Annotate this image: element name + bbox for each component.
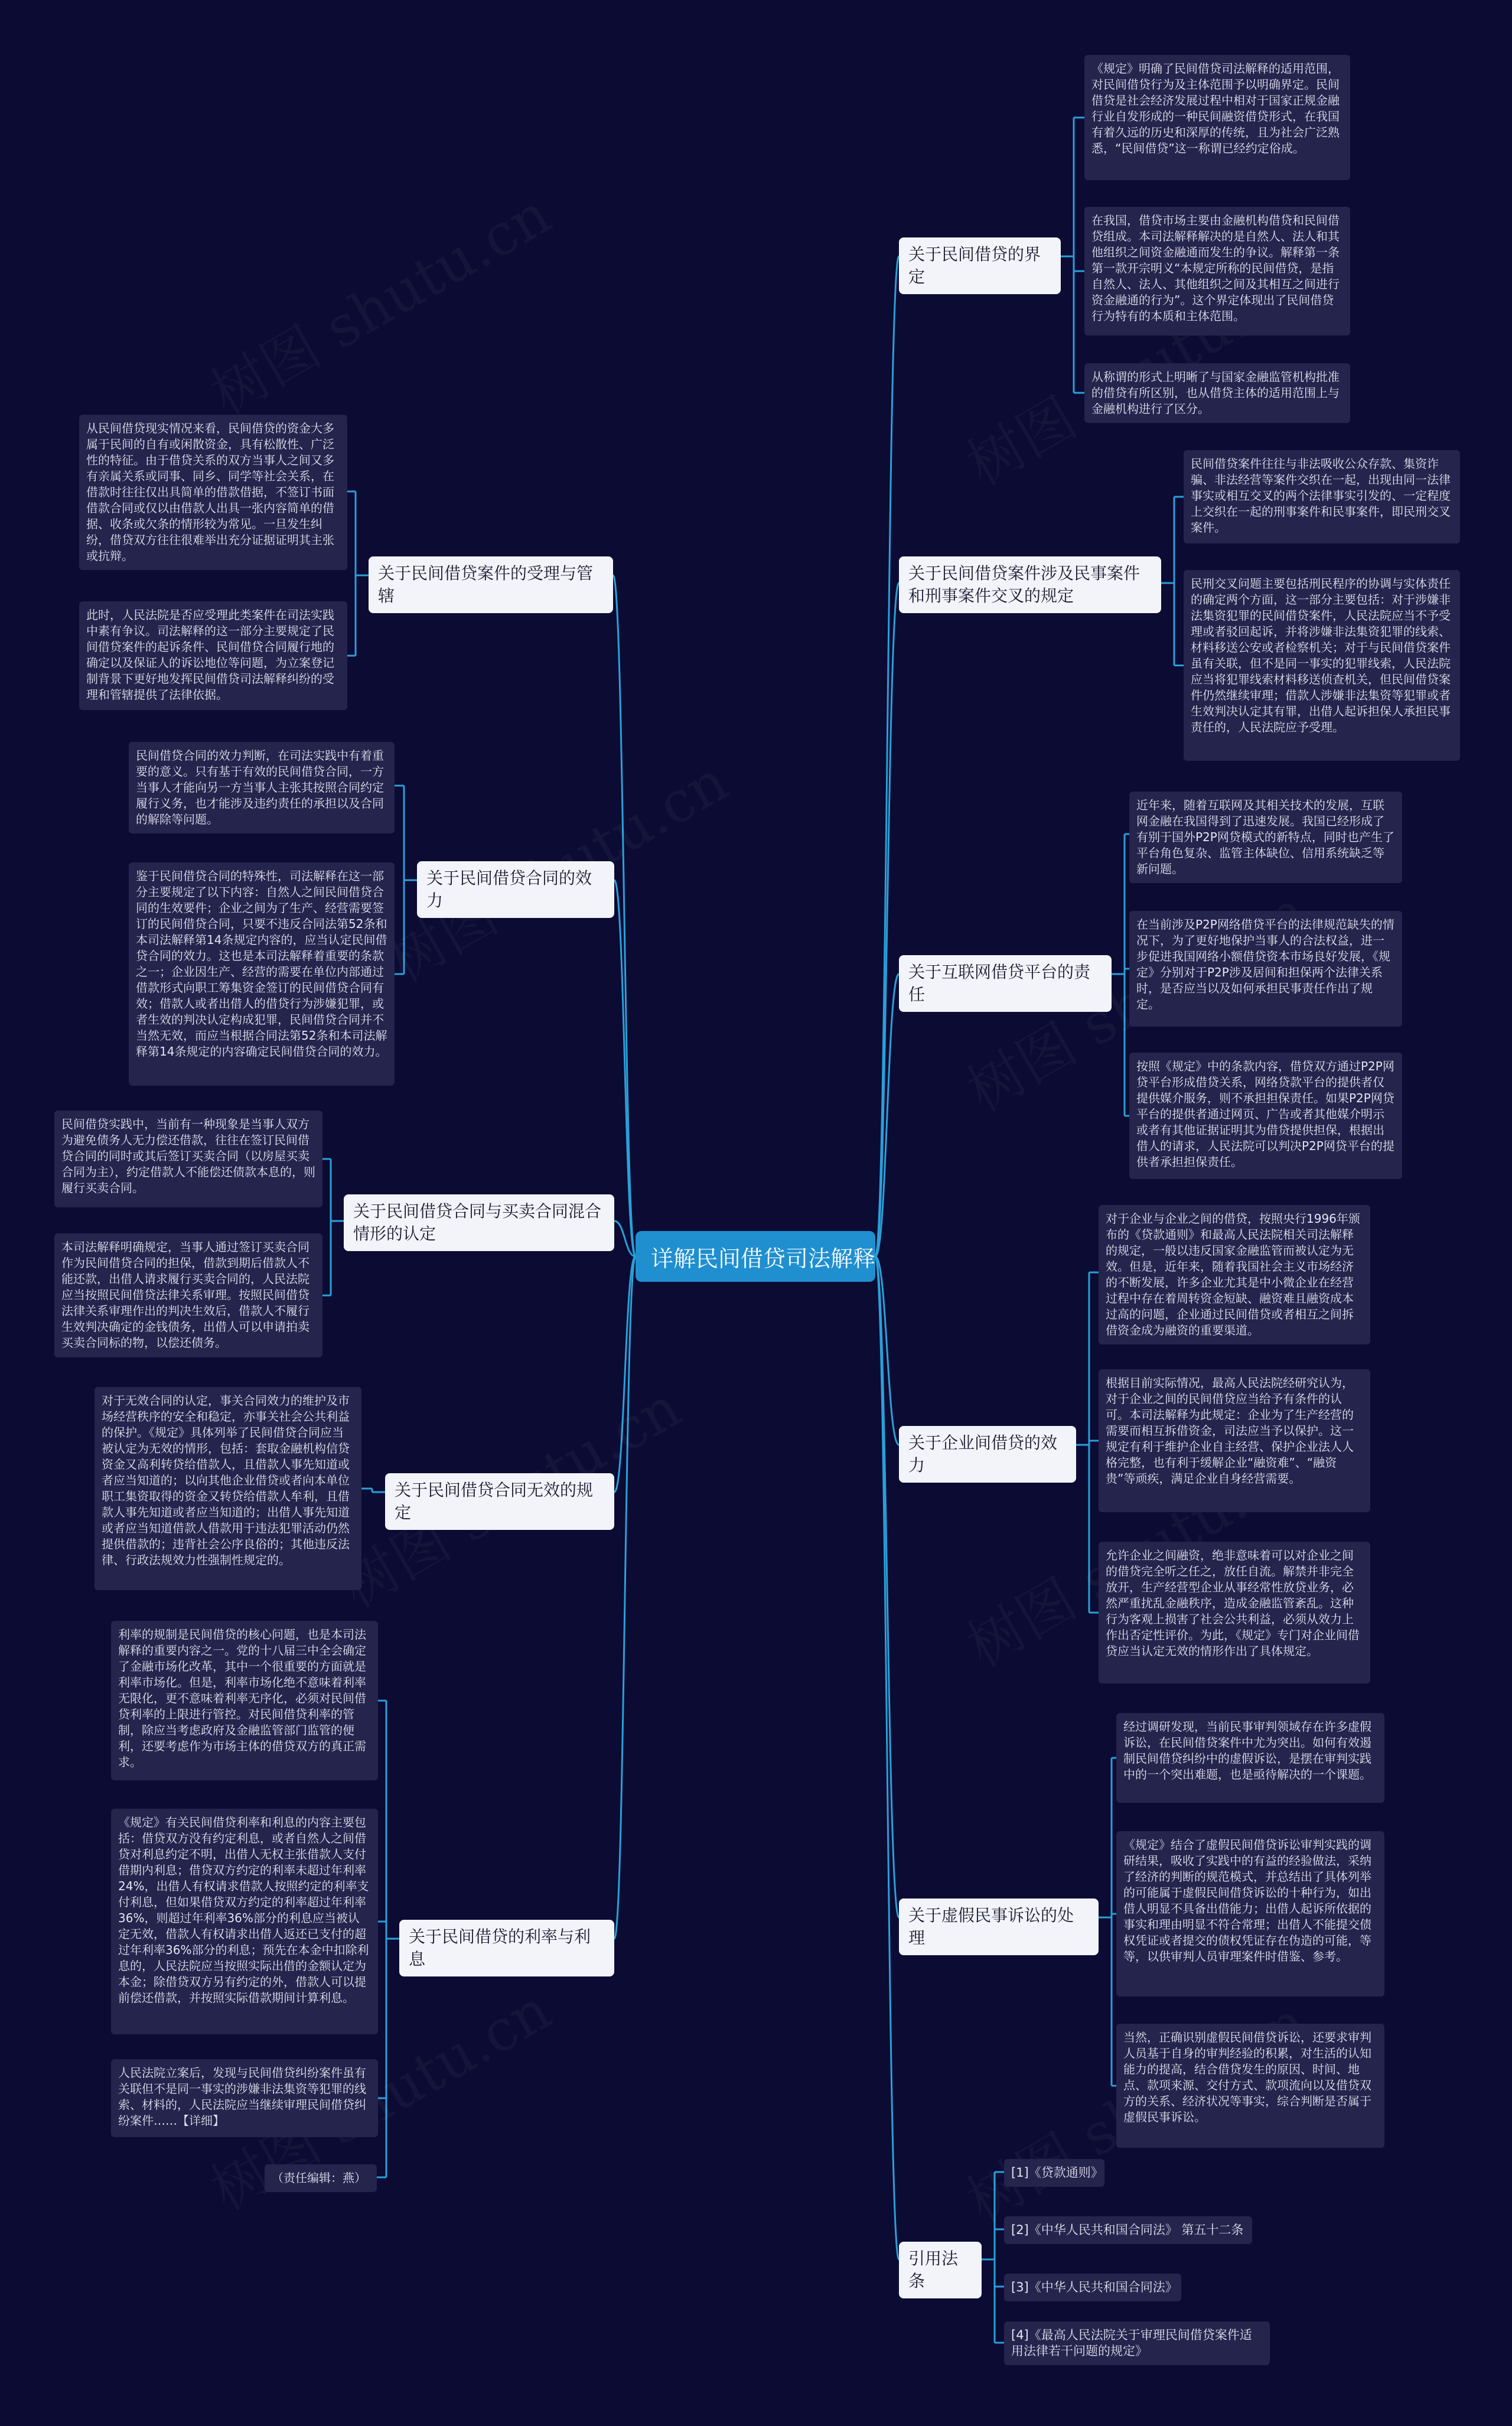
leaf-bracket <box>1112 1758 1116 2086</box>
leaf-note: 人民法院立案后，发现与民间借贷纠纷案件虽有关联但不是同一事实的涉嫌非法集资等犯罪的线索、材料的，人民法院应当继续审理民间借贷纠纷案件……【详细】 <box>111 2059 378 2137</box>
leaf-bracket <box>361 1489 372 1492</box>
reference-item: [2]《中华人民共和国合同法》 第五十二条 <box>1004 2216 1252 2244</box>
leaf-note: 《规定》结合了虚假民间借贷诉讼审判实践的调研结果，吸收了实践中的有益的经验做法，采纳了经济的判断的规范模式，并总结出了具体列举的可能属于虚假民间借贷诉讼的十种行为，如出借人明显不具备出借能力；出借人起诉所依据的事实和理由明显不符合常理；出借人不能提交债权凭证或者提交的债权凭证存在伪造的可能，等等，以供审判人员审理案件时借鉴、参考。 <box>1116 1831 1384 1997</box>
leaf-note: 民间借贷案件往往与非法吸收公众存款、集资诈骗、非法经营等案件交织在一起，出现由同一法律事实或相互交叉的两个法律事实引发的、一定程度上交织在一起的刑事案件和民事案件，即民刑交叉案件。 <box>1184 450 1460 543</box>
leaf-bracket <box>1089 1272 1099 1613</box>
reference-item: [1]《贷款通则》 <box>1004 2159 1104 2187</box>
branch-topic[interactable]: 关于民间借贷的利率与利息 <box>399 1920 614 1976</box>
leaf-note: 当然，正确识别虚假民间借贷诉讼，还要求审判人员基于自身的审判经验的积累，对生活的认知能力的提高，结合借贷发生的原因、时间、地点、款项来源、交付方式、款项流向以及借贷双方的关系、经济状况等事实，综合判断是否属于虚假民事诉讼。 <box>1116 2024 1384 2148</box>
leaf-note: 在我国，借贷市场主要由金融机构借贷和民间借贷组成。本司法解释解决的是自然人、法人和其他组织之间资金融通而发生的争议。解释第一条第一款开宗明义“本规定所称的民间借贷，是指自然人、法人、其他组织之间及其相互之间进行资金融通的行为”。这个界定体现出了民间借贷行为特有的本质和主体范围。 <box>1084 207 1350 336</box>
leaf-note: 鉴于民间借贷合同的特殊性，司法解释在这一部分主要规定了以下内容：自然人之间民间借贷合同的生效要件；企业之间为了生产、经营需要签订的民间借贷合同，只要不违反合同法第52条和本司法解释第14条规定内容的，应当认定民间借贷合同的效力。这也是本司法解释着重要的条款之一；企业因生产、经营的需要在单位内部通过借款形式向职工筹集资金签订的民间借贷合同有效；借款人或者出借人的借贷行为涉嫌犯罪，或者生效的判决认定构成犯罪，民间借贷合同并不当然无效，而应当根据合同法第52条和本司法解释第14条规定的内容确定民间借贷合同的效力。 <box>129 862 395 1086</box>
branch-topic[interactable]: 关于企业间借贷的效力 <box>899 1426 1076 1483</box>
leaf-bracket <box>1074 118 1084 393</box>
leaf-bracket <box>1125 834 1129 1116</box>
leaf-note: （责任编辑：燕） <box>265 2164 377 2192</box>
leaf-note: 《规定》明确了民间借贷司法解释的适用范围，对民间借贷行为及主体范围予以明确界定。民间借贷是社会经济发展过程中相对于国家正规金融行业自发形成的一种民间融资借贷形式，在我国有着久远的历史和深厚的传统，且为社会广泛熟悉，“民间借贷”这一称谓已经约定俗成。 <box>1084 55 1350 180</box>
leaf-note: 允许企业之间融资，绝非意味着可以对企业之间的借贷完全听之任之，放任自流。解禁并非完全放开，生产经营型企业从事经常性放贷业务，必然严重扰乱金融秩序，造成金融监管紊乱。这种行为客观上损害了社会公共利益，必须从效力上作出否定性评价。为此，《规定》专门对企业间借贷应当认定无效的情形作出了具体规定。 <box>1099 1542 1370 1683</box>
branch-topic[interactable]: 关于民间借贷案件的受理与管辖 <box>369 556 613 613</box>
leaf-note: 此时，人民法院是否应受理此类案件在司法实践中素有争议。司法解释的这一部分主要规定了民间借贷案件的起诉条件、民间借贷合同履行地的确定以及保证人的诉讼地位等问题，为立案登记制背景下更好地发挥民间借贷司法解释纠纷的受理和管辖提供了法律依据。 <box>79 601 347 710</box>
leaf-note: 在当前涉及P2P网络借贷平台的法律规范缺失的情况下，为了更好地保护当事人的合法权益，进一步促进我国网络小额借贷资本市场良好发展，《规定》分别对于P2P涉及居间和担保两个法律关系时，是否应当以及如何承担民事责任作出了规定。 <box>1129 911 1402 1027</box>
leaf-note: 民间借贷合同的效力判断，在司法实践中有着重要的意义。只有基于有效的民间借贷合同，一方当事人才能向另一方当事人主张其按照合同约定履行义务，也才能涉及违约责任的承担以及合同的解除等问题。 <box>129 742 395 833</box>
branch-topic[interactable]: 关于民间借贷合同无效的规定 <box>385 1473 614 1530</box>
branch-topic[interactable]: 关于虚假民事诉讼的处理 <box>899 1899 1099 1955</box>
branch-topic[interactable]: 关于民间借贷的界定 <box>899 237 1061 294</box>
leaf-note: 民间借贷实践中，当前有一种现象是当事人双方为避免债务人无力偿还借款，往往在签订民间借贷合同的同时或其后签订买卖合同（以房屋买卖合同为主），约定借款人不能偿还债款本息的，则履行买卖合同。 <box>54 1111 322 1207</box>
leaf-note: 根据目前实际情况，最高人民法院经研究认为，对于企业之间的民间借贷应当给予有条件的认可。本司法解释为此规定：企业为了生产经营的需要而相互拆借资金，司法应当予以保护。这一规定有利于维护企业自主经营、保护企业法人人格完整，也有利于缓解企业“融资难”、“融资贵”等顽疾，满足企业自身经营需要。 <box>1099 1369 1370 1512</box>
reference-item: [4]《最高人民法院关于审理民间借贷案件适用法律若干问题的规定》 <box>1004 2321 1270 2365</box>
reference-item: [3]《中华人民共和国合同法》 <box>1004 2274 1181 2301</box>
leaf-note: 对于无效合同的认定，事关合同效力的维护及市场经营秩序的安全和稳定，亦事关社会公共利益的保护。《规定》具体列举了民间借贷合同应当被认定为无效的情形，包括：套取金融机构信贷资金又高利转贷给借款人，且借款人事先知道或者应当知道的；以向其他企业借贷或者向本单位职工集资取得的资金又转贷给借款人牟利，且借款人事先知道或者应当知道的；出借人事先知道或者应当知道借款人借款用于违法犯罪活动仍然提供借款的；违背社会公序良俗的；其他违反法律、行政法规效力性强制性规定的。 <box>94 1387 361 1590</box>
leaf-note: 《规定》有关民间借贷利率和利息的内容主要包括：借贷双方没有约定利息，或者自然人之间借贷对利息约定不明，出借人无权主张借款人支付借期内利息；借贷双方约定的利率未超过年利率24%，出借人有权请求借款人按照约定的利率支付利息，但如果借贷双方约定的利率超过年利率36%，则超过年利率36%部分的利息应当被认定无效，借款人有权请求出借人返还已支付的超过年利率36%部分的利息；预先在本金中扣除利息的，人民法院应当按照实际出借的金额认定为本金；除借贷双方另有约定的外，借款人可以提前偿还借款，并按照实际借款期间计算利息。 <box>111 1809 378 2034</box>
leaf-bracket <box>395 786 404 974</box>
leaf-note: 经过调研发现，当前民事审判领域存在许多虚假诉讼，在民间借贷案件中尤为突出。如何有效遏制民间借贷纠纷中的虚假诉讼，是摆在审判实践中的一个突出难题，也是亟待解决的一个课题。 <box>1116 1713 1384 1803</box>
root-branch-connector <box>875 1256 899 2259</box>
branch-topic[interactable]: 关于民间借贷合同的效力 <box>417 861 614 918</box>
root-topic[interactable]: 详解民间借贷司法解释 <box>636 1231 875 1282</box>
branch-topic[interactable]: 引用法条 <box>899 2242 982 2298</box>
leaf-note: 从民间借贷现实情况来看，民间借贷的资金大多属于民间的自有或闲散资金，具有松散性、广泛性的特征。由于借贷关系的双方当事人之间又多有亲属关系或同事、同乡、同学等社会关系，在借款时往往仅出具简单的借款借据，不签订书面借款合同或仅以由借款人出具一张内容简单的借据、收条或欠条的情形较为常见。一旦发生纠纷，借贷双方往往很难举出充分证据证明其主张或抗辩。 <box>79 415 347 570</box>
leaf-bracket <box>995 2172 1004 2343</box>
leaf-note: 近年来，随着互联网及其相关技术的发展，互联网金融在我国得到了迅速发展。我国已经形成了有别于国外P2P网贷模式的新特点，同时也产生了平台角色复杂、监管主体缺位、信用系统缺乏等新问题。 <box>1129 792 1402 883</box>
leaf-note: 民刑交叉问题主要包括刑民程序的协调与实体责任的确定两个方面，这一部分主要包括：对于涉嫌非法集资犯罪的民间借贷案件，人民法院应当不予受理或者驳回起诉，并将涉嫌非法集资犯罪的线索、材料移送公安或者检察机关；对于与民间借贷案件虽有关联，但不是同一事实的犯罪线索，人民法院应当将犯罪线索材料移送侦查机关，但民间借贷案件仍然继续审理；借款人涉嫌非法集资等犯罪或者生效判决认定其有罪，出借人起诉担保人承担民事责任的，人民法院应予受理。 <box>1184 570 1460 761</box>
branch-topic[interactable]: 关于民间借贷合同与买卖合同混合情形的认定 <box>344 1194 614 1251</box>
leaf-bracket <box>322 1159 331 1295</box>
leaf-bracket <box>377 1701 386 2177</box>
leaf-bracket <box>347 491 356 656</box>
leaf-note: 按照《规定》中的条款内容，借贷双方通过P2P网贷平台形成借贷关系，网络贷款平台的提供者仅提供媒介服务，则不承担担保责任。如果P2P网贷平台的提供者通过网页、广告或者其他媒介明示或者有其他证据证明其为借贷提供担保，根据出借人的请求，人民法院可以判决P2P网贷平台的提供者承担担保责任。 <box>1129 1053 1402 1179</box>
leaf-note: 对于企业与企业之间的借贷，按照央行1996年颁布的《贷款通则》和最高人民法院相关司法解释的规定，一般以违反国家金融监管而被认定为无效。但是，近年来，随着我国社会主义市场经济的不断发展，许多企业尤其是中小微企业在经营过程中存在着周转资金短缺、融资难且融资成本过高的问题，企业通过民间借贷或者相互之间拆借资金成为融资的重要渠道。 <box>1099 1205 1370 1344</box>
leaf-note: 从称谓的形式上明晰了与国家金融监管机构批准的借贷有所区别，也从借贷主体的适用范围上与金融机构进行了区分。 <box>1084 363 1350 423</box>
branch-topic[interactable]: 关于民间借贷案件涉及民事案件和刑事案件交叉的规定 <box>899 556 1161 613</box>
branch-topic[interactable]: 关于互联网借贷平台的责任 <box>899 955 1112 1012</box>
root-branch-connector <box>613 575 636 1256</box>
leaf-note: 本司法解释明确规定，当事人通过签订买卖合同作为民间借贷合同的担保，借款到期后借款人不能还款，出借人请求履行买卖合同的，人民法院应当按照民间借贷法律关系审理。按照民间借贷法律关系审理作出的判决生效后，借款人不履行生效判决确定的金钱债务，出借人可以申请拍卖买卖合同标的物，以偿还债务。 <box>54 1233 322 1357</box>
leaf-note: 利率的规制是民间借贷的核心问题，也是本司法解释的重要内容之一。党的十八届三中全会确定了金融市场化改革，其中一个很重要的方面就是利率市场化。但是，利率市场化绝不意味着利率无限化，更不意味着利率无序化，必须对民间借贷利率的上限进行管控。对民间借贷利率的管制，除应当考虑政府及金融监管部门监管的便利，还要考虑作为市场主体的借贷双方的真正需求。 <box>111 1621 378 1780</box>
leaf-bracket <box>1174 497 1184 666</box>
